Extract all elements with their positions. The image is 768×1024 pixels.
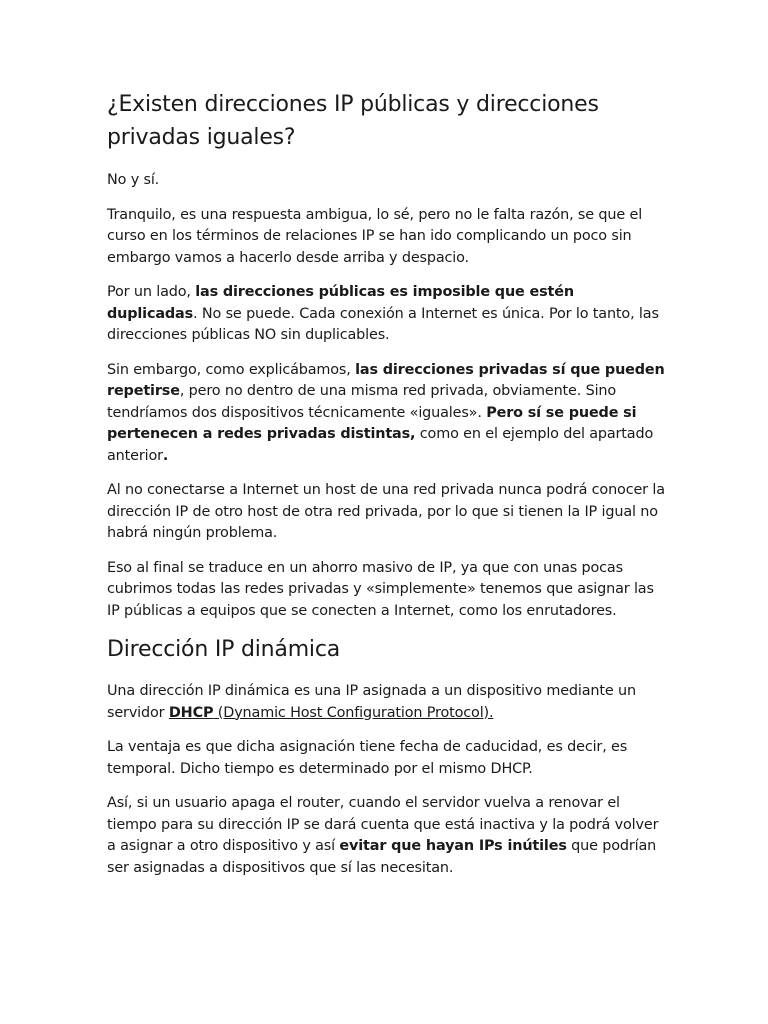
section-heading: Dirección IP dinámica (107, 637, 341, 662)
bold-text: . (162, 447, 169, 464)
paragraph-privadas (107, 360, 667, 468)
dhcp-link[interactable] (169, 705, 494, 721)
dhcp-link-bold: DHCP (168, 704, 214, 721)
bold-text: evitar que hayan IPs inútiles (339, 838, 567, 854)
paragraph-router (107, 793, 667, 879)
text-span: . No se puede. Cada conexión a Internet es única. Por lo tanto, las direcciones públicas NO sin duplicables. (107, 305, 659, 343)
bold-text: las direcciones privadas sí que pueden repetirse (107, 361, 665, 399)
text-span: que podrían ser asignadas a dispositivos que sí las necesitan. (107, 838, 657, 876)
bold-text: las direcciones públicas es imposible que estén duplicadas (107, 284, 574, 322)
text-span: Así, si un usuario apaga el router, cuando el servidor vuelva a renovar el tiempo para su dirección IP se dará cuenta que está inactiva y la podrá volver a asignar a otro dispositivo y así (107, 795, 659, 854)
text-span: como en el ejemplo del apartado anterior (107, 426, 654, 464)
paragraph-ahorro: Eso al final se traduce en un ahorro masivo de IP, ya que con unas pocas cubrimos todas las redes privadas y «simplemente» tenemos que asignar las IP públicas a equipos que se conecten a Internet, como los enrutadores. (107, 559, 654, 619)
text-span: Sin embargo, como explicábamos, (107, 361, 356, 378)
document-page (107, 88, 667, 892)
paragraph-publicas (107, 282, 667, 347)
text-span: Una dirección IP dinámica es una IP asignada a un dispositivo mediante un servidor (107, 683, 636, 721)
paragraph-ventaja: La ventaja es que dicha asignación tiene fecha de caducidad, es decir, es temporal. Dicho tiempo es determinado por el mismo DHCP. (107, 739, 628, 777)
text-span: , pero no dentro de una misma red privada, obviamente. Sino tendríamos dos dispositivos técnicamente «iguales». (107, 383, 617, 421)
paragraph-ip-dinamica (107, 681, 667, 724)
dhcp-link-text: (Dynamic Host Configuration Protocol). (213, 704, 494, 721)
paragraph-no-y-si: No y sí. (107, 172, 160, 188)
paragraph-tranquilo: Tranquilo, es una respuesta ambigua, lo sé, pero no le falta razón, se que el curso en los términos de relaciones IP se han ido complicando un poco sin embargo vamos a hacerlo desde arriba y despacio. (107, 206, 643, 266)
page-title: ¿Existen direcciones IP públicas y direcciones privadas iguales? (107, 92, 599, 150)
paragraph-al-no-conectarse: Al no conectarse a Internet un host de una red privada nunca podrá conocer la dirección IP de otro host de otra red privada, por lo que si tienen la IP igual no habrá ningún problema. (107, 482, 665, 541)
bold-text: Pero sí se puede si pertenecen a redes privadas distintas, (107, 404, 637, 442)
text-span: Por un lado, (107, 284, 196, 300)
